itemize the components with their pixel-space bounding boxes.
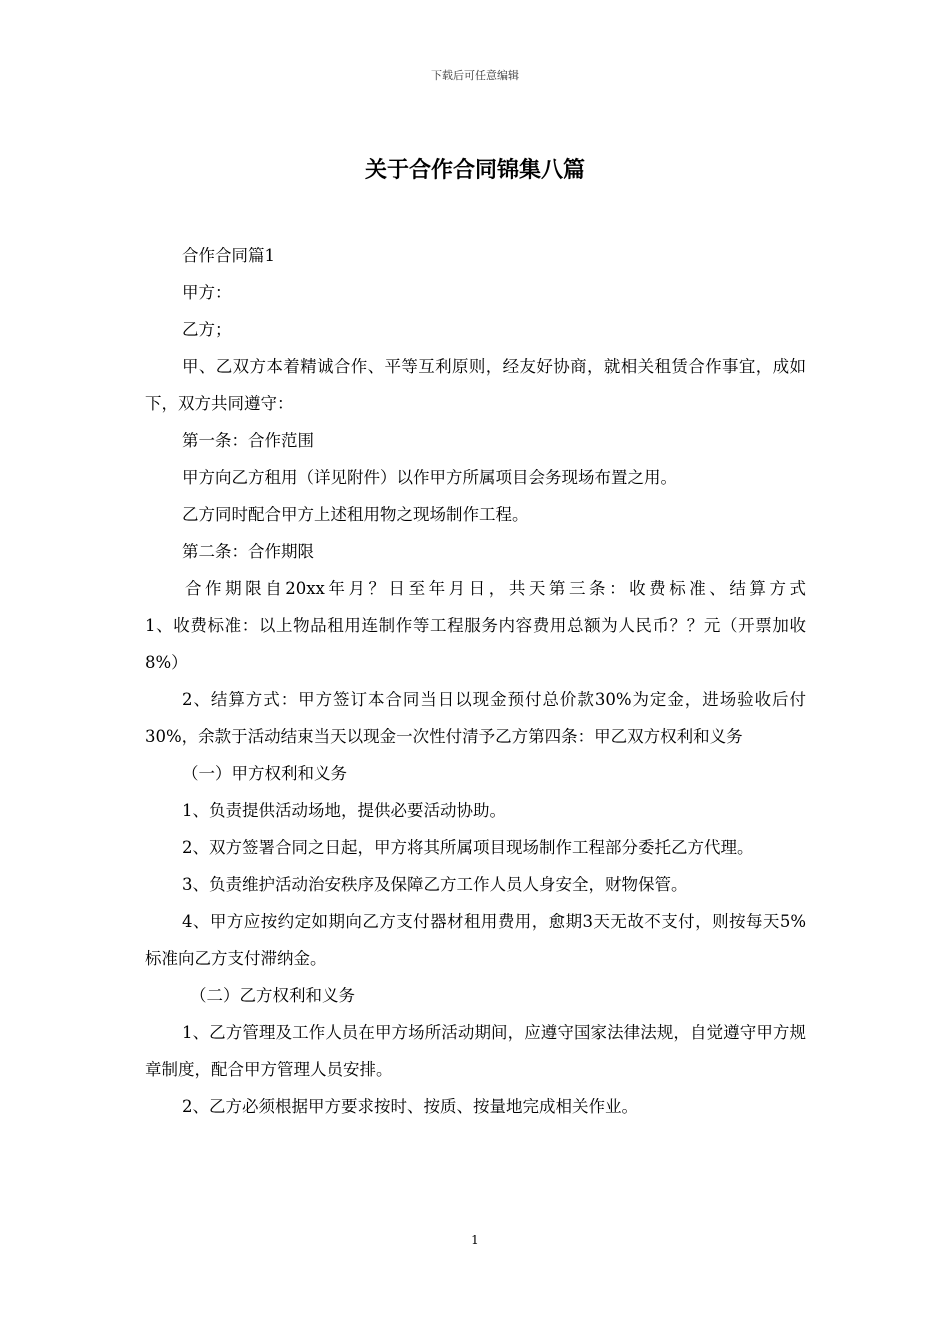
document-title: 关于合作合同锦集八篇 — [364, 158, 585, 183]
article-heading: 第一条：合作范围 — [182, 431, 314, 450]
document-body — [145, 237, 806, 1125]
subsection-heading: （二）乙方权利和义务 — [190, 986, 355, 1005]
page-header: 下载后可任意编辑 — [431, 69, 519, 82]
list-item: 1、负责提供活动场地，提供必要活动协助。 — [182, 801, 506, 820]
list-item: 3、负责维护活动治安秩序及保障乙方工作人员人身安全，财物保管。 — [182, 875, 688, 894]
party-b-line: 乙方； — [182, 320, 232, 339]
subsection-heading: （一）甲方权利和义务 — [182, 764, 347, 783]
body-paragraph: 1、收费标准：以上物品租用连制作等工程服务内容费用总额为人民币？？元（开票加收8%） — [145, 616, 806, 672]
body-paragraph: 甲方向乙方租用（详见附件）以作甲方所属项目会务现场布置之用。 — [182, 468, 677, 487]
list-item: 4、甲方应按约定如期向乙方支付器材租用费用，愈期3天无故不支付，则按每天5%标准向乙方支付滞纳金。 — [145, 912, 806, 968]
body-paragraph: 合作期限自20xx年月？日至年月日，共天第三条：收费标准、结算方式 — [185, 579, 806, 598]
section-heading: 合作合同篇1 — [182, 246, 275, 265]
body-paragraph: 2、结算方式：甲方签订本合同当日以现金预付总价款30%为定金，进场验收后付30%，余款于活动结束当天以现金一次性付清予乙方第四条：甲乙双方权利和义务 — [145, 690, 806, 746]
list-item: 2、双方签署合同之日起，甲方将其所属项目现场制作工程部分委托乙方代理。 — [182, 838, 754, 857]
page-number: 1 — [471, 1233, 479, 1247]
preamble-paragraph: 甲、乙双方本着精诚合作、平等互利原则，经友好协商，就相关租赁合作事宜，成如下，双方共同遵守： — [145, 357, 806, 413]
party-a-line: 甲方： — [182, 283, 232, 302]
body-paragraph: 乙方同时配合甲方上述租用物之现场制作工程。 — [182, 505, 529, 524]
list-item: 2、乙方必须根据甲方要求按时、按质、按量地完成相关作业。 — [182, 1097, 638, 1116]
list-item: 1、乙方管理及工作人员在甲方场所活动期间，应遵守国家法律法规，自觉遵守甲方规章制度，配合甲方管理人员安排。 — [145, 1023, 806, 1079]
article-heading: 第二条：合作期限 — [182, 542, 314, 561]
